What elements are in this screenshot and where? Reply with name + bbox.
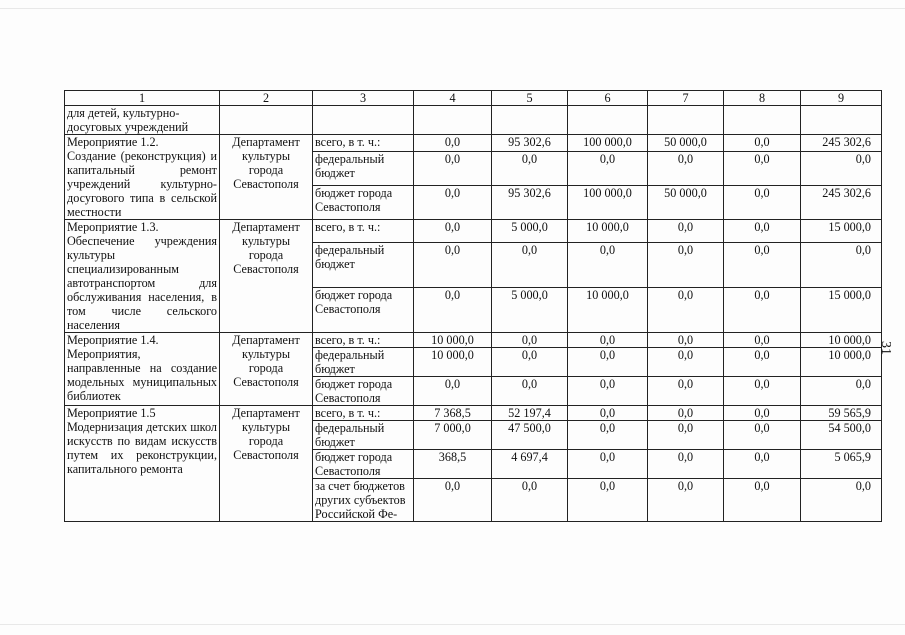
continuation-row	[65, 106, 882, 135]
header-cell: 1	[65, 91, 220, 106]
amount-cell: 10 000,0	[414, 333, 492, 348]
funding-source: всего, в т. ч.:	[313, 333, 414, 348]
funding-source: бюджет города Севастополя	[313, 377, 414, 406]
amount-cell: 0,0	[568, 450, 648, 479]
amount-cell: 0,0	[414, 152, 492, 186]
amount-cell: 0,0	[724, 220, 801, 243]
amount-cell: 10 000,0	[801, 348, 882, 377]
table-row	[65, 406, 882, 421]
header-cell: 3	[313, 91, 414, 106]
amount-cell: 15 000,0	[801, 220, 882, 243]
amount-cell: 0,0	[414, 186, 492, 220]
amount-cell: 50 000,0	[648, 186, 724, 220]
table-row	[65, 135, 882, 152]
amount-cell: 0,0	[492, 152, 568, 186]
amount-cell: 245 302,6	[801, 186, 882, 220]
amount-cell: 10 000,0	[801, 333, 882, 348]
event-title: Мероприятие 1.3. Обеспечение учреждения культуры специализированным автотранспортом для обслуживания населения, в том числе сельского населения	[65, 220, 220, 333]
empty-cell	[313, 106, 414, 135]
funding-source: федеральный бюджет	[313, 243, 414, 288]
amount-cell: 10 000,0	[414, 348, 492, 377]
amount-cell: 0,0	[648, 421, 724, 450]
empty-cell	[801, 106, 882, 135]
funding-source: всего, в т. ч.:	[313, 406, 414, 421]
amount-cell: 4 697,4	[492, 450, 568, 479]
amount-cell: 0,0	[492, 479, 568, 522]
amount-cell: 54 500,0	[801, 421, 882, 450]
amount-cell: 0,0	[568, 421, 648, 450]
event-title-continued: для детей, культурно- досуговых учреждений	[65, 106, 220, 135]
event-title: Мероприятие 1.5 Модернизация детских школ искусств по видам искусств путем их реконструкции, капитального ремонта	[65, 406, 220, 522]
executor-department: Департамент культуры города Севастополя	[220, 135, 313, 220]
amount-cell: 0,0	[648, 288, 724, 333]
amount-cell: 5 065,9	[801, 450, 882, 479]
amount-cell: 245 302,6	[801, 135, 882, 152]
amount-cell: 7 000,0	[414, 421, 492, 450]
executor-department: Департамент культуры города Севастополя	[220, 220, 313, 333]
page-number: 31	[878, 341, 893, 355]
amount-cell: 0,0	[648, 348, 724, 377]
amount-cell: 100 000,0	[568, 135, 648, 152]
funding-source: федеральный бюджет	[313, 421, 414, 450]
empty-cell	[220, 106, 313, 135]
amount-cell: 0,0	[568, 333, 648, 348]
funding-source: федеральный бюджет	[313, 348, 414, 377]
budget-table	[64, 90, 882, 522]
amount-cell: 0,0	[724, 348, 801, 377]
header-cell: 8	[724, 91, 801, 106]
amount-cell: 368,5	[414, 450, 492, 479]
amount-cell: 0,0	[724, 421, 801, 450]
funding-source: всего, в т. ч.:	[313, 220, 414, 243]
amount-cell: 0,0	[568, 152, 648, 186]
amount-cell: 0,0	[414, 243, 492, 288]
amount-cell: 5 000,0	[492, 288, 568, 333]
amount-cell: 0,0	[724, 152, 801, 186]
funding-source: бюджет города Севастополя	[313, 450, 414, 479]
amount-cell: 0,0	[724, 243, 801, 288]
header-cell: 9	[801, 91, 882, 106]
empty-cell	[568, 106, 648, 135]
amount-cell: 15 000,0	[801, 288, 882, 333]
amount-cell: 0,0	[724, 450, 801, 479]
amount-cell: 0,0	[648, 152, 724, 186]
funding-source: всего, в т. ч.:	[313, 135, 414, 152]
amount-cell: 0,0	[568, 243, 648, 288]
amount-cell: 0,0	[648, 333, 724, 348]
table-row	[65, 220, 882, 243]
amount-cell: 10 000,0	[568, 220, 648, 243]
amount-cell: 0,0	[648, 406, 724, 421]
amount-cell: 47 500,0	[492, 421, 568, 450]
amount-cell: 0,0	[568, 377, 648, 406]
amount-cell: 0,0	[724, 333, 801, 348]
amount-cell: 0,0	[648, 377, 724, 406]
amount-cell: 0,0	[724, 186, 801, 220]
header-cell: 4	[414, 91, 492, 106]
amount-cell: 0,0	[568, 479, 648, 522]
amount-cell: 0,0	[724, 406, 801, 421]
funding-source: за счет бюджетов других субъектов Российской Фе-	[313, 479, 414, 522]
empty-cell	[724, 106, 801, 135]
amount-cell: 0,0	[492, 348, 568, 377]
header-cell: 2	[220, 91, 313, 106]
amount-cell: 50 000,0	[648, 135, 724, 152]
event-title: Мероприятие 1.4. Мероприятия, направленные на создание модельных муниципальных библиотек	[65, 333, 220, 406]
amount-cell: 59 565,9	[801, 406, 882, 421]
amount-cell: 0,0	[648, 243, 724, 288]
amount-cell: 0,0	[724, 288, 801, 333]
amount-cell: 0,0	[724, 377, 801, 406]
header-cell: 5	[492, 91, 568, 106]
amount-cell: 0,0	[414, 220, 492, 243]
amount-cell: 0,0	[414, 135, 492, 152]
amount-cell: 0,0	[801, 152, 882, 186]
amount-cell: 0,0	[568, 406, 648, 421]
amount-cell: 7 368,5	[414, 406, 492, 421]
amount-cell: 0,0	[414, 479, 492, 522]
amount-cell: 100 000,0	[568, 186, 648, 220]
funding-source: бюджет города Севастополя	[313, 288, 414, 333]
amount-cell: 95 302,6	[492, 135, 568, 152]
amount-cell: 0,0	[801, 479, 882, 522]
amount-cell: 0,0	[724, 479, 801, 522]
amount-cell: 0,0	[648, 450, 724, 479]
funding-source: бюджет города Севастополя	[313, 186, 414, 220]
scan-artifact	[0, 8, 905, 9]
table-header-row	[65, 91, 882, 106]
funding-source: федеральный бюджет	[313, 152, 414, 186]
empty-cell	[492, 106, 568, 135]
amount-cell: 0,0	[648, 220, 724, 243]
executor-department: Департамент культуры города Севастополя	[220, 406, 313, 522]
amount-cell: 0,0	[801, 243, 882, 288]
header-cell: 7	[648, 91, 724, 106]
executor-department: Департамент культуры города Севастополя	[220, 333, 313, 406]
amount-cell: 95 302,6	[492, 186, 568, 220]
amount-cell: 0,0	[724, 135, 801, 152]
amount-cell: 0,0	[492, 243, 568, 288]
empty-cell	[648, 106, 724, 135]
amount-cell: 0,0	[568, 348, 648, 377]
amount-cell: 52 197,4	[492, 406, 568, 421]
amount-cell: 5 000,0	[492, 220, 568, 243]
amount-cell: 0,0	[801, 377, 882, 406]
header-cell: 6	[568, 91, 648, 106]
scan-artifact	[0, 624, 905, 625]
amount-cell: 0,0	[492, 377, 568, 406]
amount-cell: 0,0	[492, 333, 568, 348]
amount-cell: 10 000,0	[568, 288, 648, 333]
event-title: Мероприятие 1.2. Создание (реконструкция) и капитальный ремонт учреждений культурно-досугового типа в сельской местности	[65, 135, 220, 220]
empty-cell	[414, 106, 492, 135]
amount-cell: 0,0	[648, 479, 724, 522]
amount-cell: 0,0	[414, 288, 492, 333]
amount-cell: 0,0	[414, 377, 492, 406]
table-row	[65, 333, 882, 348]
